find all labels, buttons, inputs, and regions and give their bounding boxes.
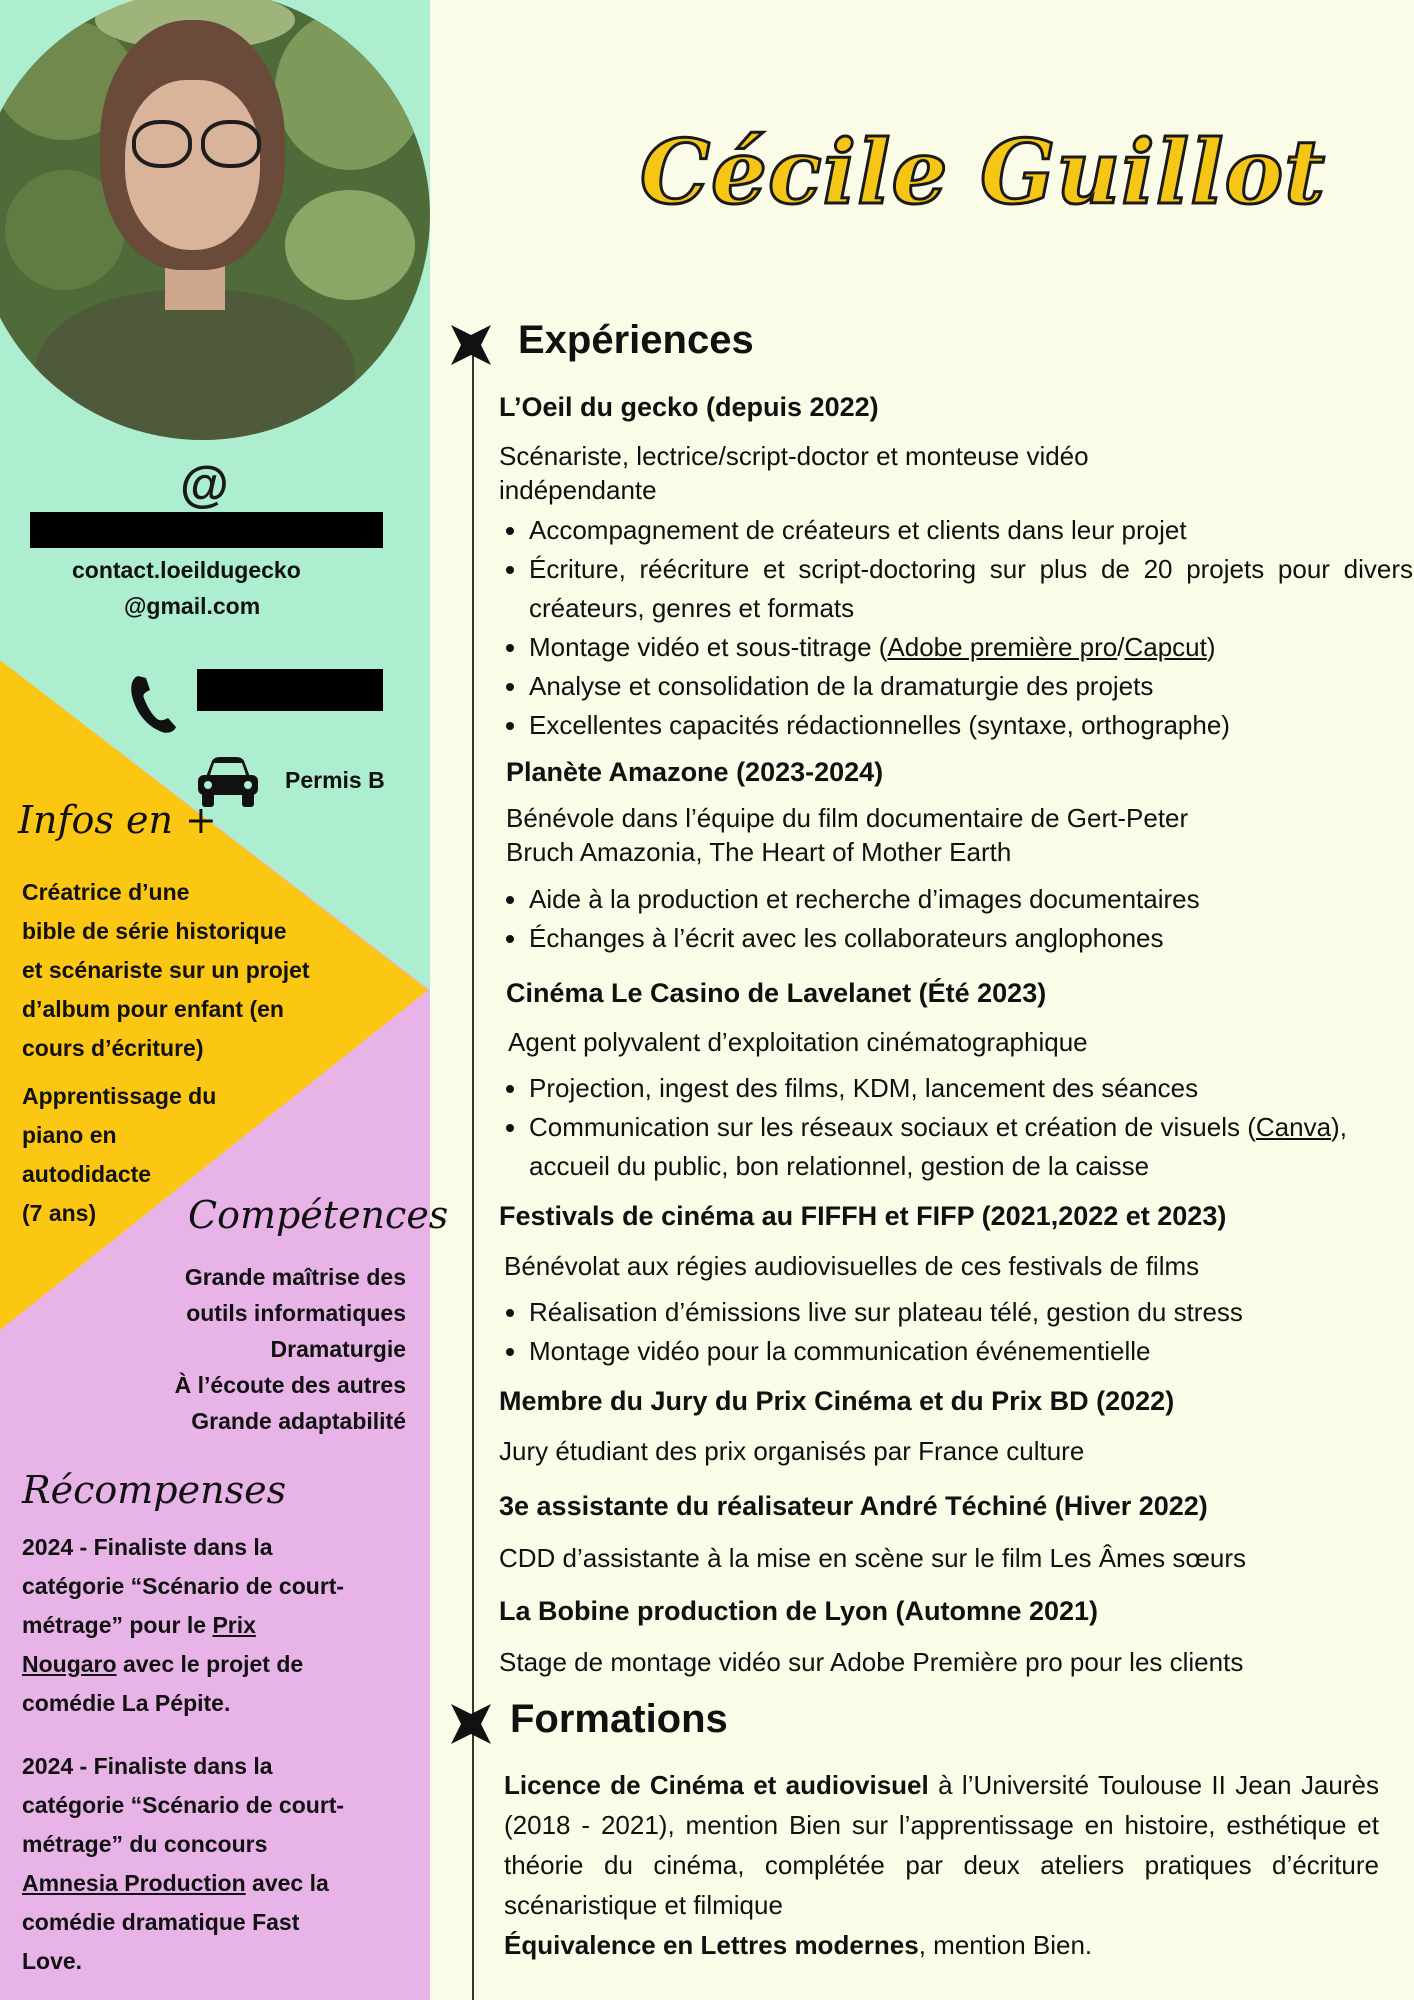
phone-icon [128, 672, 180, 736]
job-title: Membre du Jury du Prix Cinéma et du Prix BD (2022) [499, 1386, 1175, 1416]
job-subtitle: Jury étudiant des prix organisés par France culture [499, 1436, 1085, 1466]
infos-text: Créatrice d’une bible de série historique et scénariste sur un projet d’album pour enfant (en cours d’écriture) [22, 879, 310, 1061]
job-title: L’Oeil du gecko (depuis 2022) [499, 392, 879, 422]
job-title: Cinéma Le Casino de Lavelanet (Été 2023) [506, 978, 1047, 1008]
email-line-1: contact.loeildugecko [72, 557, 301, 583]
job-subtitle: Agent polyvalent d’exploitation cinématographique [508, 1027, 1088, 1057]
job-subtitle: Stage de montage vidéo sur Adobe Première pro pour les clients [499, 1647, 1244, 1677]
recompenses-heading: Récompenses [22, 1468, 287, 1512]
infos-heading: Infos en + [18, 798, 217, 842]
job-bullets: • Projection, ingest des films, KDM, lancement des séances • Communication sur les réseaux sociaux et création de visuels (Canva), accueil du public, bon relationnel, gestion de la caisse [499, 1069, 1413, 1186]
job-title: 3e assistante du réalisateur André Téchiné (Hiver 2022) [499, 1491, 1208, 1521]
capcut-link[interactable]: Capcut [1124, 632, 1207, 662]
email-icon: @ [180, 456, 229, 512]
job-title: Planète Amazone (2023-2024) [506, 757, 884, 787]
star-icon [451, 1704, 491, 1744]
job-bullets: • Accompagnement de créateurs et clients dans leur projet • Écriture, réécriture et script-doctoring sur plus de 20 projets pour divers créateurs, genres et formats • Montage vidéo et sous-titrage (Adobe première pro/Capcut) • Analyse et consolidation de la dramaturgie des projets • Excellentes capacités rédactionnelles (syntaxe, orthographe) [499, 511, 1413, 745]
redacted-phone [197, 669, 383, 711]
experiences-heading: Expériences [518, 318, 754, 362]
job-title: La Bobine production de Lyon (Automne 2021) [499, 1596, 1099, 1626]
job-subtitle: Scénariste, lectrice/script-doctor et monteuse vidéo indépendante [499, 441, 1089, 505]
prix-nougaro-link[interactable]: Prix [212, 1612, 256, 1638]
timeline-line [472, 355, 474, 2000]
piano-text: Apprentissage du piano en autodidacte (7 ans) [22, 1083, 217, 1226]
adobe-premiere-link[interactable]: Adobe première pro [887, 632, 1118, 662]
star-icon [451, 325, 491, 365]
job-subtitle: Bénévolat aux régies audiovisuelles de ces festivals de films [504, 1251, 1200, 1281]
award-1: 2024 - Finaliste dans la catégorie “Scénario de court- métrage” pour le Prix Nougaro avec le projet de comédie La Pépite. [22, 1534, 345, 1716]
job-title: Festivals de cinéma au FIFFH et FIFP (2021,2022 et 2023) [499, 1201, 1227, 1231]
email-line-2: @gmail.com [124, 593, 261, 619]
job-subtitle: Bénévole dans l’équipe du film documentaire de Gert-Peter Bruch Amazonia, The Heart of Mother Earth [506, 803, 1189, 867]
job-bullets: • Aide à la production et recherche d’images documentaires • Échanges à l’écrit avec les collaborateurs anglophones [499, 880, 1413, 958]
prix-nougaro-link-2[interactable]: Nougaro [22, 1651, 117, 1677]
formations-heading: Formations [510, 1697, 728, 1741]
formation-text: Licence de Cinéma et audiovisuel à l’Université Toulouse II Jean Jaurès (2018 - 2021), mention Bien sur l’apprentissage en histoire, esthétique et théorie du cinéma, complétée par deux ateliers pratiques d’écriture scénaristique et filmique Équivalence en Lettres modernes, mention Bien. [504, 1770, 1379, 1960]
job-bullets: • Réalisation d’émissions live sur plateau télé, gestion du stress • Montage vidéo pour la communication événementielle [499, 1293, 1413, 1371]
competences-list: Grande maîtrise des outils informatiques Dramaturgie À l’écoute des autres Grande adaptabilité [174, 1264, 406, 1434]
permis-label: Permis B [285, 767, 385, 793]
job-subtitle: CDD d’assistante à la mise en scène sur le film Les Âmes sœurs [499, 1543, 1247, 1573]
redacted-block [30, 512, 383, 548]
page-title-name: Cécile Guillot [640, 120, 1326, 224]
award-2: 2024 - Finaliste dans la catégorie “Scénario de court- métrage” du concours Amnesia Production avec la comédie dramatique Fast Love. [22, 1753, 345, 1974]
amnesia-production-link[interactable]: Amnesia Production [22, 1870, 246, 1896]
competences-heading: Compétences [188, 1193, 449, 1237]
canva-link[interactable]: Canva [1255, 1112, 1332, 1142]
